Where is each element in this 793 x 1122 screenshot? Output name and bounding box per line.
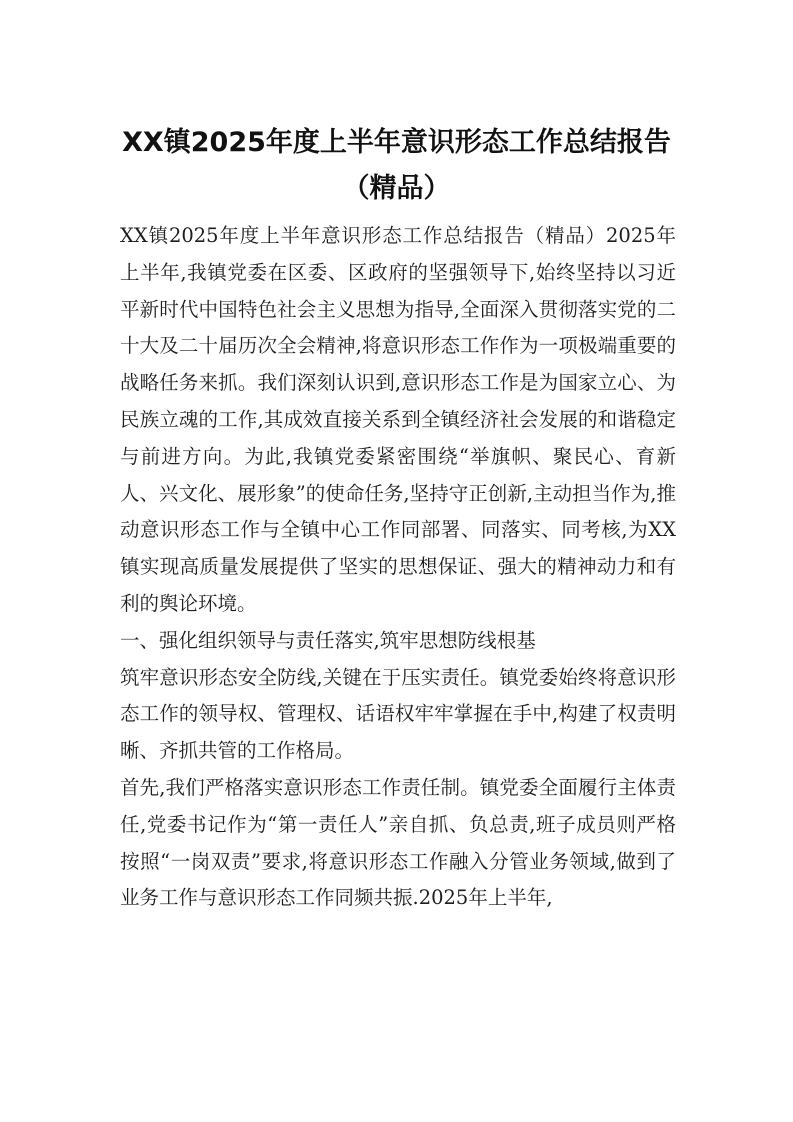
document-body	[120, 218, 676, 917]
body-paragraph: 筑牢意识形态安全防线,关键在于压实责任。镇党委始终将意识形态工作的领导权、管理权、话语权牢牢掌握在手中,构建了权责明晰、齐抓共管的工作格局。	[120, 665, 676, 763]
body-paragraph: 首先,我们严格落实意识形态工作责任制。镇党委全面履行主体责任,党委书记作为“第一责任人”亲自抓、负总责,班子成员则严格按照“一岗双责”要求,将意识形态工作融入分管业务领域,做到了业务工作与意识形态工作同频共振.2025年上半年,	[120, 775, 676, 910]
section-heading: 一、强化组织领导与责任落实,筑牢思想防线根基	[120, 628, 536, 652]
document-title: XX镇2025年度上半年意识形态工作总结报告（精品）	[122, 127, 671, 204]
intro-paragraph: XX镇2025年度上半年意识形态工作总结报告（精品）2025年上半年,我镇党委在区委、区政府的坚强领导下,始终坚持以习近平新时代中国特色社会主义思想为指导,全面深入贯彻落实党的二十大及二十届历次全会精神,将意识形态工作作为一项极端重要的战略任务来抓。我们深刻认识到,意识形态工作是为国家立心、为民族立魂的工作,其成效直接关系到全镇经济社会发展的和谐稳定与前进方向。为此,我镇党委紧密围绕“举旗帜、聚民心、育新人、兴文化、展形象”的使命任务,坚持守正创新,主动担当作为,推动意识形态工作与全镇中心工作同部署、同落实、同考核,为XX镇实现高质量发展提供了坚实的思想保证、强大的精神动力和有利的舆论环境。	[120, 224, 676, 615]
